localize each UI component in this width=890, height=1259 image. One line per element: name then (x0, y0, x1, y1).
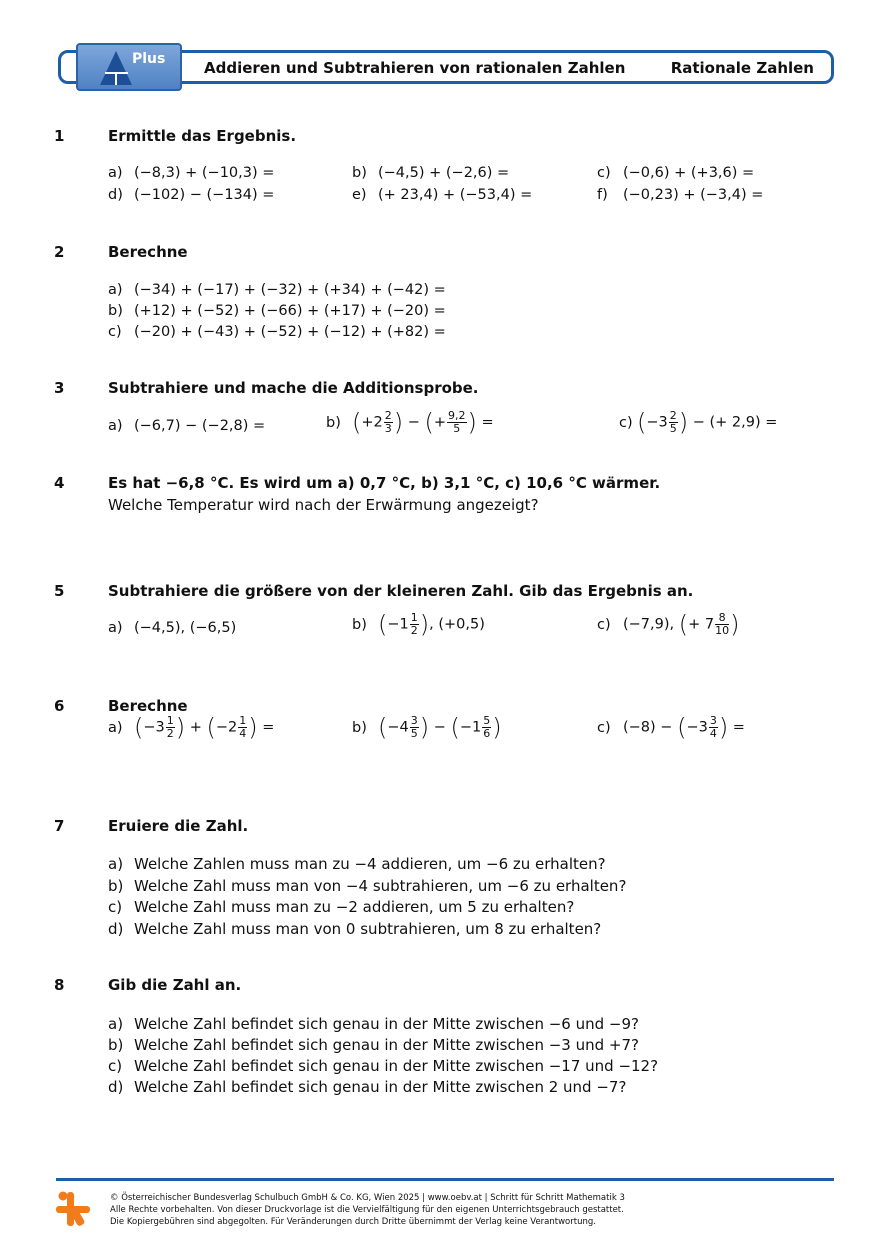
task-item (597, 187, 763, 203)
item-label: a) (108, 855, 124, 873)
logo-plus-text: Plus (132, 51, 166, 67)
task-item (108, 1036, 639, 1054)
task-item: b) (+2 $\frac{2}{3}$ ) − (+ $\frac{9,2}{5}$ ) = (326, 408, 494, 437)
item-label: d) (108, 920, 124, 938)
item-text: , (+0,5) (429, 616, 485, 633)
task-item (108, 920, 601, 938)
footer-line: Die Kopiergebühren sind abgegolten. Für Veränderungen durch Dritte übernimmt der Verlag keine Verantwortung. (110, 1217, 596, 1227)
mixed-int: −1 (387, 616, 409, 633)
item-text: (−8,3) + (−10,3) = (134, 165, 275, 181)
item-label: a) (108, 282, 123, 298)
task-number: 6 (54, 697, 65, 715)
task-heading: Berechne (108, 697, 188, 715)
item-text: Welche Zahlen muss man zu −4 addieren, um −6 zu erhalten? (134, 855, 606, 873)
item-label: b) (108, 877, 124, 895)
task-item: c) (−3 $\frac{2}{5}$ ) − (+ 2,9) = (619, 408, 778, 437)
task-item (352, 165, 509, 181)
task-item: a) (−3 $\frac{1}{2}$ ) + (−2 $\frac{1}{4}$ ) = (108, 713, 275, 742)
item-text: (−20) + (−43) + (−52) + (−12) + (+82) = (134, 324, 446, 340)
task-heading: Eruiere die Zahl. (108, 817, 249, 835)
task-item (108, 620, 236, 636)
task-item: b) (−4 $\frac{3}{5}$ ) − (−1 $\frac{5}{6}$ ) (352, 713, 502, 742)
mixed-int: −3 (646, 414, 668, 431)
item-text: (+ 23,4) + (−53,4) = (378, 187, 533, 203)
item-text: (−4,5), (−6,5) (134, 620, 237, 636)
item-label: c) (597, 616, 611, 633)
item-label: b) (108, 1036, 124, 1054)
page-title: Addieren und Subtrahieren von rationalen Zahlen (204, 59, 626, 77)
fraction: $\frac{3}{4}$ (709, 714, 717, 740)
item-label: c) (597, 165, 611, 181)
item-label: c) (597, 719, 611, 736)
item-text: (−34) + (−17) + (−32) + (+34) + (−42) = (134, 282, 446, 298)
task-item (108, 303, 446, 319)
task-item (108, 855, 606, 873)
item-text: Welche Zahl muss man von −4 subtrahieren, um −6 zu erhalten? (134, 877, 627, 895)
footer-line: © Österreichischer Bundesverlag Schulbuch GmbH & Co. KG, Wien 2025 | www.oebv.at | Schritt für Schritt Mathematik 3 (110, 1193, 625, 1203)
task-item (352, 187, 532, 203)
task-item (108, 898, 574, 916)
item-label: c) (108, 898, 123, 916)
item-label: d) (108, 187, 123, 203)
mixed-int: + 7 (688, 616, 715, 633)
plus-logo (76, 43, 182, 91)
footer-copyright (110, 1192, 625, 1228)
item-text: (−0,23) + (−3,4) = (623, 187, 764, 203)
item-label: a) (108, 1015, 124, 1033)
equals: = (476, 414, 494, 431)
task-number: 2 (54, 243, 65, 261)
task-heading: Subtrahiere und mache die Additionsprobe. (108, 379, 479, 397)
mixed-int: −3 (143, 719, 165, 736)
item-text: Welche Zahl befindet sich genau in der Mitte zwischen −17 und −12? (134, 1057, 659, 1075)
task-heading: Es hat −6,8 °C. Es wird um a) 0,7 °C, b) 3,1 °C, c) 10,6 °C wärmer. (108, 474, 661, 492)
task-item (108, 1015, 639, 1033)
operator: + (185, 719, 207, 736)
fraction: $\frac{1}{4}$ (239, 714, 247, 740)
task-text: Welche Temperatur wird nach der Erwärmung angezeigt? (108, 496, 539, 514)
item-text: (+12) + (−52) + (−66) + (+17) + (−20) = (134, 303, 446, 319)
operator: − (403, 414, 425, 431)
fraction: $\frac{5}{6}$ (483, 714, 491, 740)
item-label: a) (108, 165, 123, 181)
item-text: Welche Zahl befindet sich genau in der Mitte zwischen −3 und +7? (134, 1036, 639, 1054)
fraction: $\frac{1}{2}$ (410, 611, 418, 637)
task-item (108, 282, 446, 298)
item-text: (−7,9), (623, 616, 679, 633)
task-item (108, 324, 446, 340)
publisher-logo-icon (54, 1190, 92, 1228)
task-item: b) (−1 $\frac{1}{2}$ ), (+0,5) (352, 610, 485, 639)
equals: = (728, 719, 745, 736)
task-heading: Ermittle das Ergebnis. (108, 127, 297, 145)
item-text: (−102) − (−134) = (134, 187, 275, 203)
item-label: e) (352, 187, 367, 203)
task-number: 5 (54, 582, 65, 600)
item-text: Welche Zahl muss man von 0 subtrahieren, um 8 zu erhalten? (134, 920, 602, 938)
item-label: c) (619, 414, 633, 431)
item-label: b) (352, 719, 367, 736)
footer-divider (56, 1178, 834, 1181)
mixed-int: +2 (361, 414, 383, 431)
task-number: 7 (54, 817, 65, 835)
mixed-int: −3 (686, 719, 708, 736)
item-text: Welche Zahl muss man zu −2 addieren, um 5 zu erhalten? (134, 898, 575, 916)
item-label: a) (108, 620, 123, 636)
item-text: (−0,6) + (+3,6) = (623, 165, 755, 181)
fraction: $\frac{9,2}{5}$ (448, 409, 466, 435)
fraction: $\frac{1}{2}$ (166, 714, 174, 740)
task-item (108, 165, 274, 181)
item-label: b) (326, 414, 341, 431)
footer-line: Alle Rechte vorbehalten. Von dieser Druckvorlage ist die Vervielfältigung für den eigenen Unterrichtsgebrauch gestattet. (110, 1205, 624, 1215)
item-text: − (+ 2,9) = (688, 414, 778, 431)
fraction: $\frac{8}{10}$ (715, 611, 730, 637)
task-heading: Subtrahiere die größere von der kleineren Zahl. Gib das Ergebnis an. (108, 582, 694, 600)
task-number: 8 (54, 976, 65, 994)
fraction: $\frac{2}{5}$ (669, 409, 677, 435)
task-number: 1 (54, 127, 65, 145)
fraction: $\frac{3}{5}$ (410, 714, 418, 740)
task-item (597, 165, 754, 181)
item-text: (−6,7) − (−2,8) = (134, 418, 266, 434)
mixed-int: −1 (459, 719, 482, 736)
task-number: 3 (54, 379, 65, 397)
item-label: d) (108, 1078, 124, 1096)
mixed-int: −4 (387, 719, 409, 736)
task-item (108, 1057, 658, 1075)
fraction: $\frac{2}{3}$ (384, 409, 392, 435)
item-text: (−4,5) + (−2,6) = (378, 165, 510, 181)
item-text: (−8) − (623, 719, 678, 736)
task-item (108, 418, 265, 434)
task-heading: Berechne (108, 243, 188, 261)
item-label: c) (108, 1057, 123, 1075)
item-label: a) (108, 418, 123, 434)
task-heading: Gib die Zahl an. (108, 976, 242, 994)
task-number: 4 (54, 474, 65, 492)
task-item: c) (−8) − (−3 $\frac{3}{4}$ ) = (597, 713, 745, 742)
item-text: Welche Zahl befindet sich genau in der Mitte zwischen 2 und −7? (134, 1078, 627, 1096)
item-label: c) (108, 324, 122, 340)
item-label: f) (597, 187, 608, 203)
item-label: a) (108, 719, 123, 736)
task-item (108, 187, 274, 203)
mixed-int: −2 (215, 719, 238, 736)
item-label: b) (352, 616, 367, 633)
task-item (108, 1078, 626, 1096)
item-label: b) (108, 303, 123, 319)
task-item: c) (−7,9), (+ 7 $\frac{8}{10}$ ) (597, 610, 740, 639)
sign: + (433, 414, 447, 431)
item-text: Welche Zahl befindet sich genau in der Mitte zwischen −6 und −9? (134, 1015, 639, 1033)
operator: − (429, 719, 451, 736)
page-topic: Rationale Zahlen (670, 59, 814, 77)
equals: = (257, 719, 275, 736)
item-label: b) (352, 165, 367, 181)
task-item (108, 877, 626, 895)
